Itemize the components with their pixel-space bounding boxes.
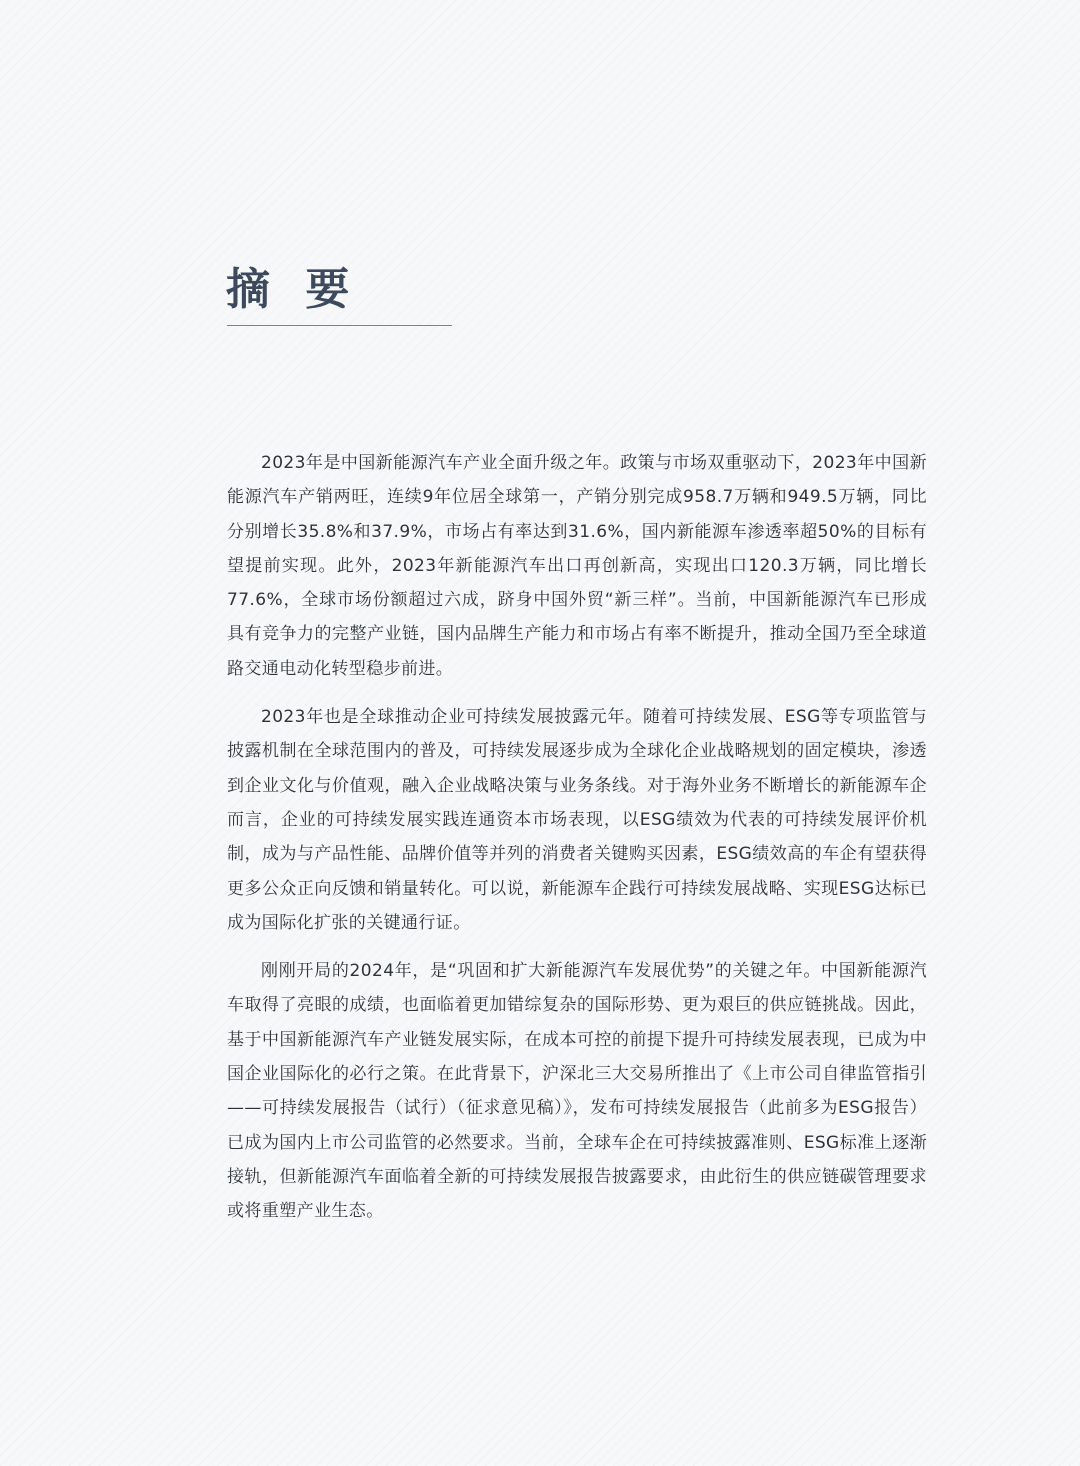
title-underline (227, 325, 452, 326)
paragraph-1: 2023年是中国新能源汽车产业全面升级之年。政策与市场双重驱动下，2023年中国新能源汽车产销两旺，连续9年位居全球第一，产销分别完成958.7万辆和949.5万辆，同比分别增长35.8%和37.9%，市场占有率达到31.6%，国内新能源车渗透率超50%的目标有望提前实现。此外，2023年新能源汽车出口再创新高，实现出口120.3万辆，同比增长77.6%，全球市场份额超过六成，跻身中国外贸“新三样”。当前，中国新能源汽车已形成具有竞争力的完整产业链，国内品牌生产能力和市场占有率不断提升，推动全国乃至全球道路交通电动化转型稳步前进。 (227, 453, 927, 679)
page-title: 摘 要 (226, 264, 360, 315)
abstract-body (227, 446, 927, 1243)
paragraph-2: 2023年也是全球推动企业可持续发展披露元年。随着可持续发展、ESG等专项监管与披露机制在全球范围内的普及，可持续发展逐步成为全球化企业战略规划的固定模块，渗透到企业文化与价值观，融入企业战略决策与业务条线。对于海外业务不断增长的新能源车企而言，企业的可持续发展实践连通资本市场表现，以ESG绩效为代表的可持续发展评价机制，成为与产品性能、品牌价值等并列的消费者关键购买因素，ESG绩效高的车企有望获得更多公众正向反馈和销量转化。可以说，新能源车企践行可持续发展战略、实现ESG达标已成为国际化扩张的关键通行证。 (227, 707, 927, 933)
paragraph-3: 刚刚开局的2024年，是“巩固和扩大新能源汽车发展优势”的关键之年。中国新能源汽车取得了亮眼的成绩，也面临着更加错综复杂的国际形势、更为艰巨的供应链挑战。因此，基于中国新能源汽车产业链发展实际，在成本可控的前提下提升可持续发展表现，已成为中国企业国际化的必行之策。在此背景下，沪深北三大交易所推出了《上市公司自律监管指引——可持续发展报告（试行）（征求意见稿）》，发布可持续发展报告（此前多为ESG报告）已成为国内上市公司监管的必然要求。当前，全球车企在可持续披露准则、ESG标准上逐渐接轨，但新能源汽车面临着全新的可持续发展报告披露要求，由此衍生的供应链碳管理要求或将重塑产业生态。 (227, 961, 927, 1222)
